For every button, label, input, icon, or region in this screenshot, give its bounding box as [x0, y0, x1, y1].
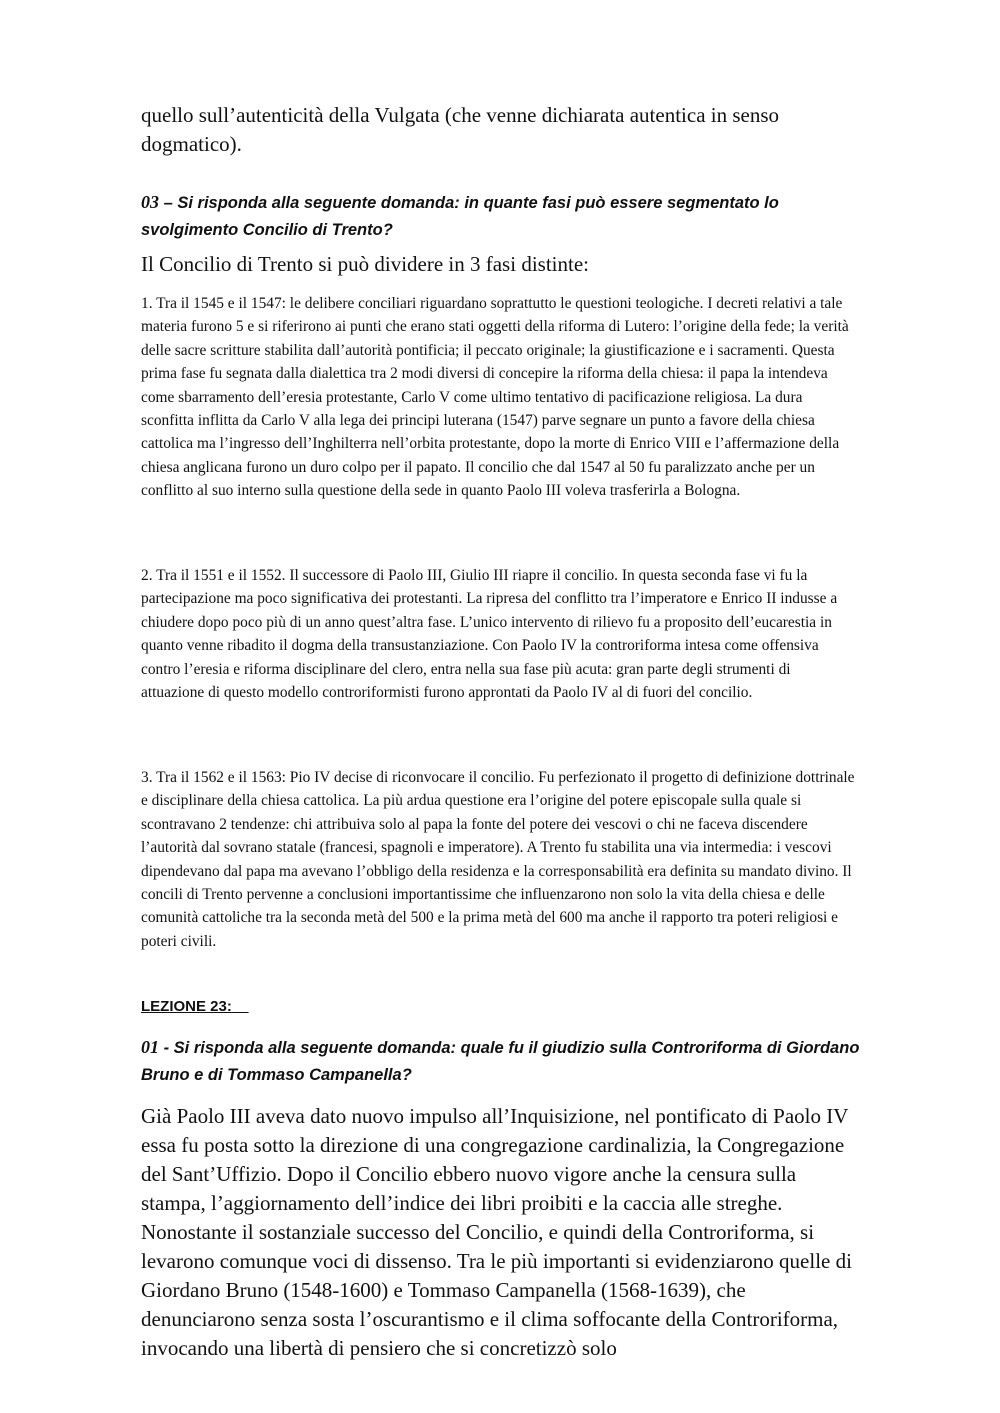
question-heading-01 — [141, 1034, 861, 1089]
question-number: 01 — [141, 1037, 159, 1057]
phase-paragraph-3: 3. Tra il 1562 e il 1563: Pio IV decise di riconvocare il concilio. Fu perfezionato il progetto di definizione dottrinale e disciplinare della chiesa cattolica. La più ardua questione era l’origine del potere episcopale sulla quale si scontravano 2 tendenze: chi attribuiva solo al papa la fonte del potere dei vescovi o chi ne faceva discendere l’autorità dal sovrano statale (francesi, spagnoli e imperatore). A Trento fu stabilita una via intermedia: i vescovi dipendevano dal papa ma avevano l’obbligo della residenza e la corresponsabilità era definita su mandato divino. Il concili di Trento pervenne a conclusioni importantissime che influenzarono non solo la vita della chiesa e delle comunità cattoliche tra la seconda metà del 500 e la prima metà del 600 ma anche il rapporto tra poteri religiosi e poteri civili. — [141, 769, 855, 950]
question-text: – Si risponda alla seguente domanda: in quante fasi può essere segmentato lo svolgimento Concilio di Trento? — [141, 194, 779, 239]
lesson-heading: LEZIONE 23: — [141, 998, 249, 1015]
question-text: - Si risponda alla seguente domanda: quale fu il giudizio sulla Controriforma di Giordano Bruno e di Tommaso Campanella? — [141, 1039, 860, 1084]
phase-paragraph-2: 2. Tra il 1551 e il 1552. Il successore di Paolo III, Giulio III riapre il concilio. In questa seconda fase vi fu la partecipazione ma poco significativa dei protestanti. La ripresa del conflitto tra l’imperatore e Enrico II indusse a chiudere dopo poco più di un anno quest’altra fase. L’unico intervento di rilievo fu a proposito dell’eucarestia in quanto venne ribadito il dogma della transustanziazione. Con Paolo IV la controriforma intesa come offensiva contro l’eresia e riforma disciplinare del clero, entra nella sua fase più acuta: gran parte degli strumenti di attuazione di questo modello controriformisti furono approntati da Paolo IV al di fuori del concilio. — [141, 567, 838, 702]
question-heading-03 — [141, 189, 861, 244]
phases-intro: Il Concilio di Trento si può dividere in 3 fasi distinte: — [141, 252, 589, 276]
answer-paragraph: Già Paolo III aveva dato nuovo impulso all’Inquisizione, nel pontificato di Paolo IV essa fu posta sotto la direzione di una congregazione cardinalizia, la Congregazione del Sant’Uffizio. Dopo il Concilio ebbero nuovo vigore anche la censura sulla stampa, l’aggiornamento dell’indice dei libri proibiti e la caccia alle streghe. Nonostante il sostanziale successo del Concilio, e quindi della Controriforma, si levarono comunque voci di dissenso. Tra le più importanti si evidenziarono quelle di Giordano Bruno (1548-1600) e Tommaso Campanella (1568-1639), che denunciarono senza sosta l’oscurantismo e il clima soffocante della Controriforma, invocando una libertà di pensiero che si concretizzò solo — [141, 1104, 852, 1360]
intro-paragraph: quello sull’autenticità della Vulgata (che venne dichiarata autentica in senso dogmatico). — [141, 103, 780, 156]
phase-paragraph-1: 1. Tra il 1545 e il 1547: le delibere conciliari riguardano soprattutto le questioni teologiche. I decreti relativi a tale materia furono 5 e si riferirono ai punti che erano stati oggetti della riforma di Lutero: l’origine della fede; la verità delle sacre scritture stabilita dall’autorità pontificia; il peccato originale; la giustificazione e i sacramenti. Questa prima fase fu segnata dalla dialettica tra 2 modi diversi di concepire la riforma della chiesa: il papa la intendeva come sbarramento dell’eresia protestante, Carlo V come ultimo tentativo di pacificazione religiosa. La dura sconfitta inflitta da Carlo V alla lega dei principi luterana (1547) parve segnare un punto a favore della chiesa cattolica ma l’ingresso dell’Inghilterra nell’orbita protestante, dopo la morte di Enrico VIII e l’affermazione della chiesa anglicana furono un duro colpo per il papato. Il concilio che dal 1547 al 50 fu paralizzato anche per un conflitto al suo interno sulla questione della sede in quanto Paolo III voleva trasferirla a Bologna. — [141, 295, 849, 500]
question-number: 03 — [141, 192, 159, 212]
